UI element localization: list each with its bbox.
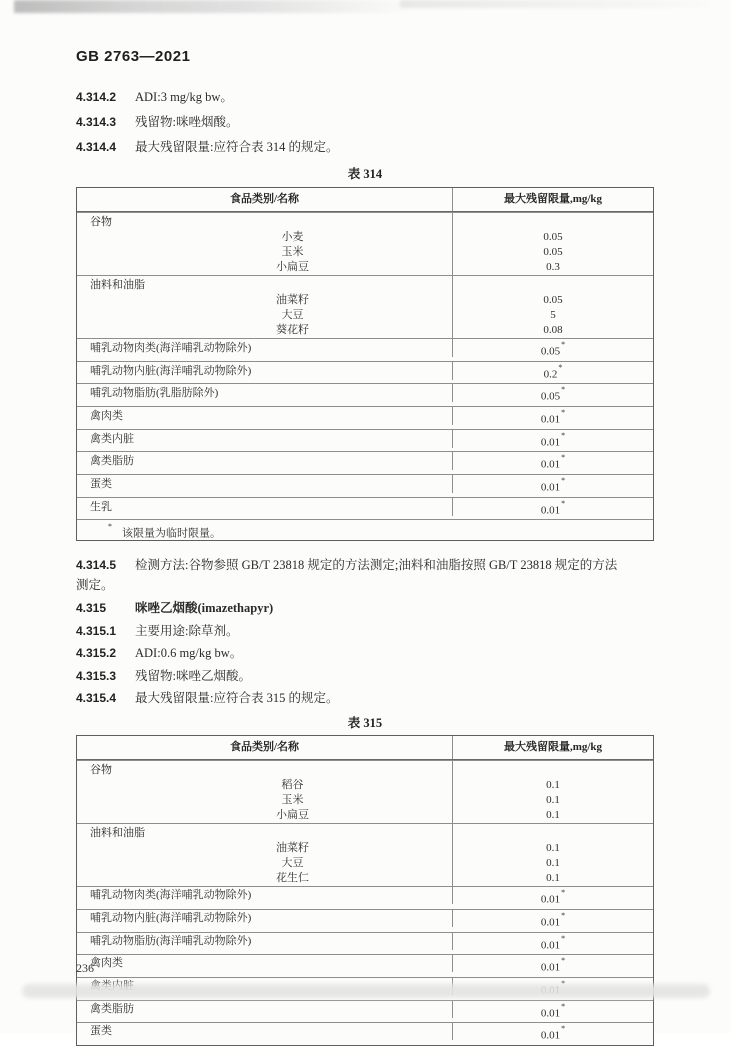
table-row [77, 932, 653, 955]
temporary-limit-marker: * [561, 910, 566, 920]
food-name: 哺乳动物内脏(海洋哺乳动物除外) [77, 910, 453, 927]
table-row [77, 886, 653, 909]
table-row [77, 383, 653, 406]
group-item: 小扁豆 [276, 261, 309, 273]
table-315-title: 表 315 [347, 716, 383, 731]
scan-artifact-bottom [22, 984, 710, 998]
mrl-value: 0.1 [546, 872, 560, 885]
clause-4-315-heading [76, 600, 654, 617]
temporary-limit-marker: * [561, 498, 566, 508]
clause-number: 4.314.3 [76, 115, 117, 129]
clause-text: ADI:3 mg/kg bw。 [135, 90, 233, 104]
food-name: 哺乳动物肉类(海洋哺乳动物除外) [77, 339, 453, 357]
clause-4-315-2 [76, 645, 654, 662]
mrl-value: 0.01* [540, 933, 566, 952]
food-name: 蛋类 [77, 1023, 453, 1040]
table-315 [76, 735, 654, 1046]
mrl-value: 0.05 [543, 231, 563, 243]
column-header-mrl: 最大残留限量,mg/kg [503, 741, 603, 754]
temporary-limit-marker: * [561, 933, 566, 943]
group-row-oils [77, 275, 653, 338]
mrl-value: 0.1 [546, 842, 560, 855]
clause-number: 4.315.3 [76, 668, 117, 683]
clause-number: 4.315 [76, 601, 107, 616]
group-item: 小麦 [281, 231, 304, 243]
temporary-limit-marker: * [561, 956, 566, 966]
table-row [77, 497, 653, 520]
clause-4-314-2 [76, 89, 654, 106]
mrl-value: 0.01* [540, 888, 566, 906]
group-item: 油菜籽 [276, 842, 309, 855]
clause-text: ADI:0.6 mg/kg bw。 [135, 646, 243, 661]
mrl-value: 0.01* [540, 1001, 566, 1020]
column-header-mrl: 最大残留限量,mg/kg [503, 193, 603, 205]
group-label: 油料和油脂 [90, 827, 145, 840]
temporary-limit-marker: * [561, 888, 566, 898]
group-item: 稻谷 [281, 779, 304, 792]
scan-artifact-top-right [400, 0, 720, 8]
group-item: 花生仁 [276, 872, 309, 885]
clause-text: 主要用途:除草剂。 [135, 623, 239, 638]
temporary-limit-marker: * [561, 407, 566, 417]
clause-text: 残留物:咪唑乙烟酸。 [135, 668, 251, 683]
food-name: 哺乳动物脂肪(乳脂肪除外) [77, 384, 453, 402]
temporary-limit-marker: * [561, 340, 566, 349]
table-row [77, 451, 653, 474]
mrl-value: 0.1 [546, 809, 560, 822]
food-name: 禽肉类 [77, 955, 453, 972]
clause-4-314-4 [76, 139, 654, 156]
mrl-value: 0.05* [540, 340, 566, 358]
table-row [77, 1000, 653, 1023]
food-name: 禽肉类 [77, 407, 453, 425]
mrl-value: 0.01* [540, 498, 566, 517]
temporary-limit-marker: * [561, 430, 566, 440]
clause-number: 4.314.2 [76, 90, 117, 104]
clause-number: 4.315.1 [76, 623, 117, 638]
group-row-cereals [77, 760, 653, 823]
value-spacer [453, 213, 653, 230]
mrl-value: 0.05* [540, 385, 566, 403]
table-row [77, 406, 653, 429]
value-spacer [453, 761, 653, 778]
clause-4-315-3 [76, 668, 654, 685]
clause-4-315-1 [76, 623, 654, 640]
clause-4-314-5 [76, 555, 654, 595]
temporary-limit-marker: * [561, 1001, 566, 1011]
group-label: 谷物 [90, 764, 112, 777]
mrl-value: 0.05 [543, 294, 563, 306]
mrl-value: 0.01* [540, 475, 566, 494]
temporary-limit-marker: * [558, 362, 563, 372]
clause-4-315-4 [76, 690, 654, 707]
clause-number: 4.314.5 [76, 558, 117, 573]
scan-artifact-top [14, 0, 414, 13]
mrl-value: 0.01* [540, 407, 566, 426]
food-name: 哺乳动物内脏(海洋哺乳动物除外) [77, 362, 453, 380]
mrl-value: 0.1 [546, 779, 560, 792]
table-row [77, 474, 653, 497]
table-314 [76, 187, 654, 541]
food-name: 蛋类 [77, 475, 453, 493]
food-name: 哺乳动物肉类(海洋哺乳动物除外) [77, 887, 453, 904]
food-name: 禽类脂肪 [77, 1001, 453, 1018]
group-item: 油菜籽 [276, 294, 309, 306]
clause-text-line1: 检测方法:谷物参照 GB/T 23818 规定的方法测定;油料和油脂按照 GB/T 23818 规定的方法 [135, 558, 618, 573]
clause-number: 4.314.4 [76, 140, 117, 154]
mrl-value: 0.01* [540, 910, 566, 929]
mrl-value: 0.01* [540, 956, 566, 974]
temporary-limit-marker: * [561, 1024, 566, 1034]
group-row-cereals [77, 212, 653, 275]
mrl-value: 0.1 [546, 794, 560, 807]
group-row-oils [77, 823, 653, 886]
table-row [77, 909, 653, 932]
food-name: 哺乳动物脂肪(海洋哺乳动物除外) [77, 933, 453, 950]
mrl-value: 0.05 [543, 246, 563, 258]
table-row [77, 429, 653, 452]
mrl-value: 0.01* [540, 1024, 566, 1042]
temporary-limit-marker: * [561, 475, 566, 485]
value-spacer [453, 824, 653, 841]
group-item: 葵花籽 [276, 324, 309, 336]
clause-text-line2: 测定。 [76, 578, 114, 593]
table-footnote [77, 519, 653, 540]
clause-4-314-3 [76, 114, 654, 131]
value-spacer [453, 276, 653, 293]
clause-text: 最大残留限量:应符合表 314 的规定。 [135, 140, 339, 154]
page-number: 236 [76, 961, 94, 975]
mrl-value: 0.08 [543, 324, 563, 336]
mrl-value: 0.1 [546, 857, 560, 870]
temporary-limit-marker: * [108, 522, 112, 532]
group-label: 油料和油脂 [90, 279, 145, 291]
mrl-value: 0.01* [540, 453, 566, 471]
table-header-row [77, 736, 653, 760]
table-row [77, 1022, 653, 1045]
mrl-value: 0.3 [546, 261, 560, 273]
food-name: 禽类脂肪 [77, 452, 453, 470]
group-item: 大豆 [281, 857, 304, 870]
page-content [76, 89, 654, 1046]
footnote-text: 该限量为临时限量。 [122, 527, 221, 540]
pesticide-name: 咪唑乙烟酸(imazethapyr) [135, 601, 274, 616]
doc-code: GB 2763—2021 [76, 48, 191, 65]
table-row [77, 361, 653, 384]
table-row [77, 338, 653, 361]
group-item: 玉米 [281, 794, 304, 807]
temporary-limit-marker: * [561, 385, 566, 395]
group-item: 大豆 [281, 309, 304, 321]
table-314-title: 表 314 [347, 167, 383, 181]
mrl-value: 5 [550, 309, 556, 321]
group-item: 小扁豆 [276, 809, 309, 822]
mrl-value: 0.2* [543, 362, 563, 381]
mrl-value: 0.01* [540, 430, 566, 449]
table-header-row [77, 188, 653, 212]
clause-text: 最大残留限量:应符合表 315 的规定。 [135, 691, 339, 706]
clause-number: 4.315.2 [76, 646, 117, 661]
column-header-food-category: 食品类别/名称 [77, 736, 453, 759]
food-name: 生乳 [77, 498, 453, 516]
table-row [77, 954, 653, 977]
clause-text: 残留物:咪唑烟酸。 [135, 115, 239, 129]
group-label: 谷物 [90, 216, 112, 228]
column-header-food-category: 食品类别/名称 [77, 188, 453, 211]
temporary-limit-marker: * [561, 453, 566, 463]
clause-number: 4.315.4 [76, 691, 117, 706]
group-item: 玉米 [281, 246, 304, 258]
food-name: 禽类内脏 [77, 430, 453, 448]
